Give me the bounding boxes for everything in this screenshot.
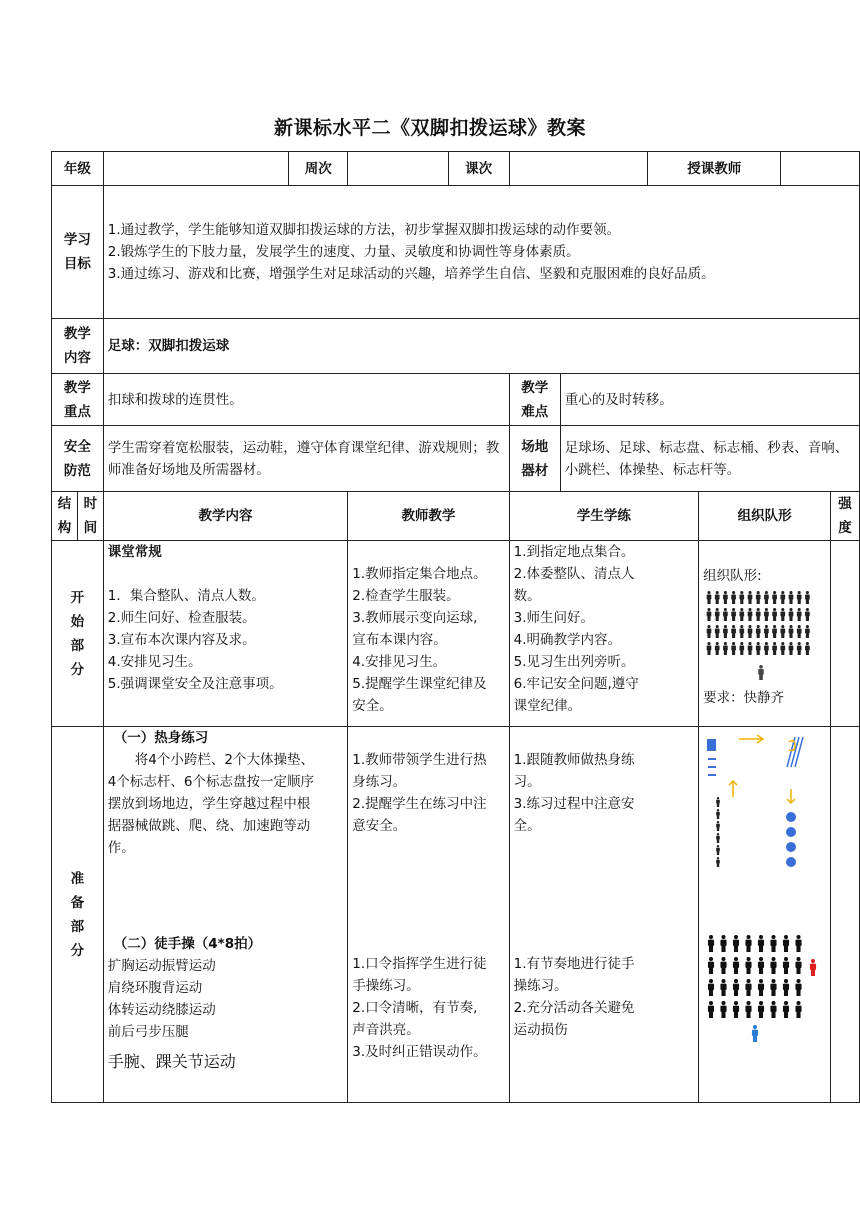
student-icon bbox=[758, 979, 764, 996]
student-icon bbox=[796, 1001, 802, 1018]
goals-row bbox=[52, 186, 860, 319]
pole-icon bbox=[795, 737, 803, 767]
difficulty-label: 教学 难点 bbox=[509, 374, 560, 426]
goals-text bbox=[103, 186, 859, 319]
student-icon bbox=[716, 833, 720, 843]
student-icon bbox=[707, 608, 712, 621]
formation-header: 组织队形 bbox=[699, 492, 831, 541]
student-icon bbox=[756, 591, 761, 604]
student-icon bbox=[805, 625, 810, 638]
student-icon bbox=[746, 1001, 752, 1018]
student-icon bbox=[796, 957, 802, 974]
document-title: 新课标水平二《双脚扣拨运球》教案 bbox=[273, 117, 586, 139]
student-icon bbox=[715, 591, 720, 604]
student-icon bbox=[781, 642, 786, 655]
venue-label: 场地 器材 bbox=[509, 426, 560, 492]
week-label: 周次 bbox=[289, 152, 348, 186]
student-icon bbox=[764, 591, 769, 604]
start-formation: 组织队形: 要求：快静齐 bbox=[699, 541, 831, 727]
student-icon bbox=[772, 625, 777, 638]
student-icon bbox=[731, 608, 736, 621]
student-icon bbox=[721, 979, 727, 996]
content-label: 教学 内容 bbox=[52, 319, 104, 374]
arrow-icon bbox=[787, 789, 795, 803]
student-icon bbox=[733, 979, 739, 996]
student-header: 学生学练 bbox=[509, 492, 699, 541]
grade-value bbox=[103, 152, 288, 186]
start-part-label: 开 始 部 分 bbox=[52, 541, 104, 727]
student-icon bbox=[783, 935, 789, 952]
student-icon bbox=[764, 642, 769, 655]
student-icon bbox=[758, 957, 764, 974]
leader-icon bbox=[752, 1025, 758, 1042]
student-icon bbox=[721, 1001, 727, 1018]
content-header: 教学内容 bbox=[103, 492, 347, 541]
student-icon bbox=[746, 957, 752, 974]
safety-value: 学生需穿着宽松服装，运动鞋，遵守体育课堂纪律、游戏规则；教师准备好场地及所需器材。 bbox=[103, 426, 509, 492]
student-icon bbox=[797, 591, 802, 604]
student-icon bbox=[756, 642, 761, 655]
student-icon bbox=[764, 608, 769, 621]
warmup-diagram bbox=[699, 727, 829, 1099]
prep-intensity bbox=[831, 727, 860, 1103]
lesson-label: 课次 bbox=[448, 152, 509, 186]
start-intensity bbox=[831, 541, 860, 727]
student-icon bbox=[715, 625, 720, 638]
student-icon bbox=[796, 979, 802, 996]
column-header-row bbox=[52, 492, 860, 541]
arrow-icon bbox=[739, 735, 763, 743]
prep-part-label: 准 备 部 分 bbox=[52, 727, 104, 1103]
student-icon bbox=[731, 642, 736, 655]
student-icon bbox=[783, 1001, 789, 1018]
lesson-plan-table bbox=[51, 151, 860, 1103]
student-icon bbox=[723, 625, 728, 638]
student-icon bbox=[721, 935, 727, 952]
student-icon bbox=[748, 608, 753, 621]
student-icon bbox=[781, 625, 786, 638]
student-icon bbox=[764, 625, 769, 638]
student-icon bbox=[756, 608, 761, 621]
student-icon bbox=[789, 642, 794, 655]
student-icon bbox=[758, 935, 764, 952]
student-icon bbox=[733, 935, 739, 952]
student-icon bbox=[716, 821, 720, 831]
start-content: 课堂常规 1．集合整队、清点人数。 2.师生问好、检查服装。 3.宣布本次课内容及求。 4.安排见习生。 5.强调课堂安全及注意事项。 bbox=[103, 541, 347, 727]
prep-teacher: 1.教师带领学生进行热 身练习。 2.提醒学生在练习中注 意安全。 1.口令指挥学生进行徒 手操练习。 2.口令清晰，有节奏, 声音洪亮。 3.及时纠正错误动作。 bbox=[348, 727, 509, 1103]
grade-label: 年级 bbox=[52, 152, 104, 186]
student-icon bbox=[708, 1001, 714, 1018]
student-icon bbox=[805, 642, 810, 655]
key-label: 教学 重点 bbox=[52, 374, 104, 426]
cone-icon bbox=[786, 842, 796, 852]
student-icon bbox=[781, 591, 786, 604]
keypoints-row bbox=[52, 374, 860, 426]
student-icon bbox=[756, 625, 761, 638]
student-icon bbox=[740, 591, 745, 604]
student-icon bbox=[708, 957, 714, 974]
student-icon bbox=[716, 809, 720, 819]
student-icon bbox=[805, 591, 810, 604]
student-icon bbox=[771, 935, 777, 952]
key-value: 扣球和拨球的连贯性。 bbox=[103, 374, 509, 426]
student-icon bbox=[740, 625, 745, 638]
student-icon bbox=[796, 935, 802, 952]
student-icon bbox=[772, 608, 777, 621]
start-student: 1.到指定地点集合。 2.体委整队、清点人 数。 3.师生问好。 4.明确教学内容。 5.见习生出列旁听。 6.牢记安全问题,遵守 课堂纪律。 bbox=[509, 541, 699, 727]
start-teacher: 1.教师指定集合地点。 2.检查学生服装。 3.教师展示变向运球, 宣布本课内容。 4.安排见习生。 5.提醒学生课堂纪律及 安全。 bbox=[348, 541, 509, 727]
cone-icon bbox=[786, 812, 796, 822]
lesson-value bbox=[509, 152, 648, 186]
student-icon bbox=[740, 608, 745, 621]
teacher-header: 教师教学 bbox=[348, 492, 509, 541]
student-icon bbox=[707, 642, 712, 655]
content-value: 足球：双脚扣拨运球 bbox=[103, 319, 859, 374]
cone-icon bbox=[786, 857, 796, 867]
mat-icon bbox=[707, 739, 716, 751]
student-icon bbox=[748, 642, 753, 655]
student-icon bbox=[789, 608, 794, 621]
student-icon bbox=[707, 591, 712, 604]
teacher-label: 授课教师 bbox=[648, 152, 781, 186]
week-value bbox=[348, 152, 448, 186]
student-icon bbox=[748, 591, 753, 604]
teacher-icon bbox=[810, 959, 816, 976]
student-icon bbox=[740, 642, 745, 655]
content-row bbox=[52, 319, 860, 374]
student-icon bbox=[805, 608, 810, 621]
student-icon bbox=[708, 979, 714, 996]
student-icon bbox=[772, 591, 777, 604]
student-icon bbox=[789, 591, 794, 604]
student-icon bbox=[715, 608, 720, 621]
student-icon bbox=[715, 642, 720, 655]
intensity-header: 强 度 bbox=[831, 492, 860, 541]
prep-student: 1.跟随教师做热身练 习。 3.练习过程中注意安 全。 1.有节奏地进行徒手 操练习。 2.充分活动各关避免 运动损伤 bbox=[509, 727, 699, 1103]
safety-label: 安全 防范 bbox=[52, 426, 104, 492]
cone-icon bbox=[786, 827, 796, 837]
student-icon bbox=[789, 625, 794, 638]
student-icon bbox=[771, 957, 777, 974]
prep-content: （一）热身练习 将4个小跨栏、2个大体操垫、 4个标志杆、6个标志盘按一定顺序 摆放到场地边，学生穿越过程中根 据器械做跳、爬、绕、加速跑等动 作。 （二）徒手操（4*8拍） 扩胸运动振臂运动 肩绕环腹背运动 体转运动绕膝运动 前后弓步压腿 手腕、踝关节运动 bbox=[103, 727, 347, 1103]
student-icon bbox=[716, 845, 720, 855]
teacher-value bbox=[781, 152, 860, 186]
student-icon bbox=[797, 625, 802, 638]
safety-row bbox=[52, 426, 860, 492]
goal-item: 2.锻炼学生的下肢力量，发展学生的速度、力量、灵敏度和协调性等身体素质。 bbox=[107, 244, 580, 260]
goals-label: 学习 目标 bbox=[52, 186, 104, 319]
goal-item: 3.通过练习、游戏和比赛，增强学生对足球活动的兴趣，培养学生自信、坚毅和克服困难的良好品质。 bbox=[107, 266, 715, 282]
student-icon bbox=[797, 642, 802, 655]
student-icon bbox=[746, 979, 752, 996]
student-icon bbox=[781, 608, 786, 621]
formation-diagram bbox=[703, 587, 823, 687]
student-icon bbox=[723, 642, 728, 655]
difficulty-value: 重心的及时转移。 bbox=[560, 374, 859, 426]
pole-icon bbox=[791, 737, 799, 767]
student-icon bbox=[783, 979, 789, 996]
student-icon bbox=[716, 857, 720, 867]
prep-part-row bbox=[52, 727, 860, 1103]
student-icon bbox=[783, 957, 789, 974]
student-icon bbox=[721, 957, 727, 974]
student-icon bbox=[797, 608, 802, 621]
student-icon bbox=[708, 935, 714, 952]
student-icon bbox=[731, 591, 736, 604]
student-icon bbox=[772, 642, 777, 655]
start-part-row bbox=[52, 541, 860, 727]
goal-item: 1.通过教学，学生能够知道双脚扣拨运球的方法，初步掌握双脚扣拨运球的动作要领。 bbox=[107, 222, 621, 238]
student-icon bbox=[731, 625, 736, 638]
student-icon bbox=[733, 1001, 739, 1018]
time-header: 时 间 bbox=[77, 492, 103, 541]
header-row bbox=[52, 152, 860, 186]
structure-header: 结 构 bbox=[52, 492, 78, 541]
teacher-icon bbox=[758, 665, 763, 680]
student-icon bbox=[771, 1001, 777, 1018]
student-icon bbox=[771, 979, 777, 996]
prep-formation bbox=[699, 727, 831, 1103]
student-icon bbox=[723, 608, 728, 621]
student-icon bbox=[707, 625, 712, 638]
student-icon bbox=[716, 797, 720, 807]
arrow-icon bbox=[729, 781, 737, 797]
student-icon bbox=[748, 625, 753, 638]
student-icon bbox=[733, 957, 739, 974]
student-icon bbox=[746, 935, 752, 952]
student-icon bbox=[723, 591, 728, 604]
venue-value: 足球场、足球、标志盘、标志桶、秒表、音响、小跳栏、体操垫、标志杆等。 bbox=[560, 426, 859, 492]
student-icon bbox=[758, 1001, 764, 1018]
